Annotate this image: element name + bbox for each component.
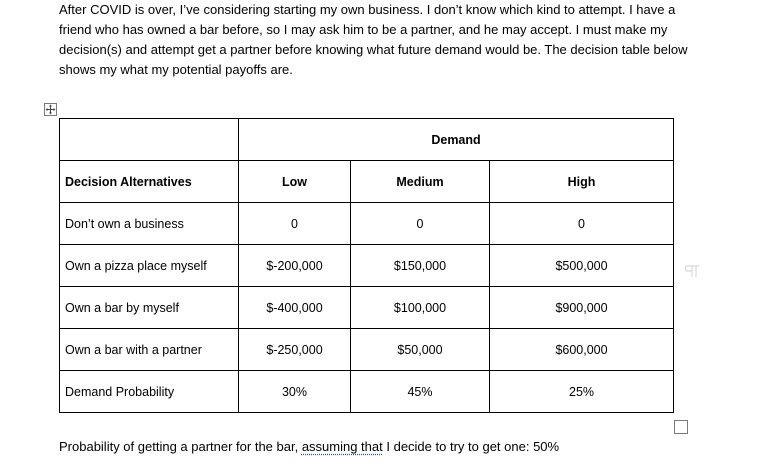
row-label[interactable]: Demand Probability [60,371,239,413]
cell-low[interactable]: $-250,000 [239,329,351,371]
cell-low[interactable]: 0 [239,203,351,245]
intro-paragraph: After COVID is over, I’ve considering starting my own business. I don’t know which kind to attempt. I have a friend who has owned a bar before, so I may ask him to be a partner, and he may accept. I must make my decision(s) and attempt get a partner before knowing what future demand would be. The decision table below shows my what my potential payoffs are. [59,2,688,77]
footnote-text-after: I decide to try to get one: 50% [382,439,560,454]
row-label[interactable]: Own a pizza place myself [60,245,239,287]
header-low[interactable]: Low [239,161,351,203]
cell-low[interactable]: $-200,000 [239,245,351,287]
cell-medium[interactable]: 45% [351,371,490,413]
cell-high[interactable]: $900,000 [490,287,674,329]
paragraph-mark-icon [684,262,702,280]
table-resize-handle-icon[interactable] [674,420,688,434]
table-row [60,329,674,371]
table-row [60,245,674,287]
table-row [60,203,674,245]
partner-probability-note [59,437,559,457]
decision-table[interactable] [59,118,674,413]
row-label[interactable]: Own a bar by myself [60,287,239,329]
table-header-row [60,161,674,203]
header-high[interactable]: High [490,161,674,203]
cell-low[interactable]: 30% [239,371,351,413]
spellcheck-flagged-text[interactable]: assuming that [301,439,383,454]
cell-medium[interactable]: $100,000 [351,287,490,329]
table-row [60,287,674,329]
cell-medium[interactable]: $150,000 [351,245,490,287]
header-medium[interactable]: Medium [351,161,490,203]
cell-high[interactable]: 0 [490,203,674,245]
row-label[interactable]: Don’t own a business [60,203,239,245]
table-move-handle-icon[interactable] [44,103,57,116]
table-group-header-row [60,119,674,161]
cell-low[interactable]: $-400,000 [239,287,351,329]
footnote-text-before: Probability of getting a partner for the bar, [59,439,302,454]
cell-high[interactable]: 25% [490,371,674,413]
cell-high[interactable]: $500,000 [490,245,674,287]
table-cell-empty[interactable] [60,119,239,161]
row-label[interactable]: Own a bar with a partner [60,329,239,371]
cell-medium[interactable]: $50,000 [351,329,490,371]
cell-high[interactable]: $600,000 [490,329,674,371]
table-row [60,371,674,413]
cell-medium[interactable]: 0 [351,203,490,245]
header-decision-alternatives[interactable]: Decision Alternatives [60,161,239,203]
demand-group-header[interactable]: Demand [239,119,674,161]
